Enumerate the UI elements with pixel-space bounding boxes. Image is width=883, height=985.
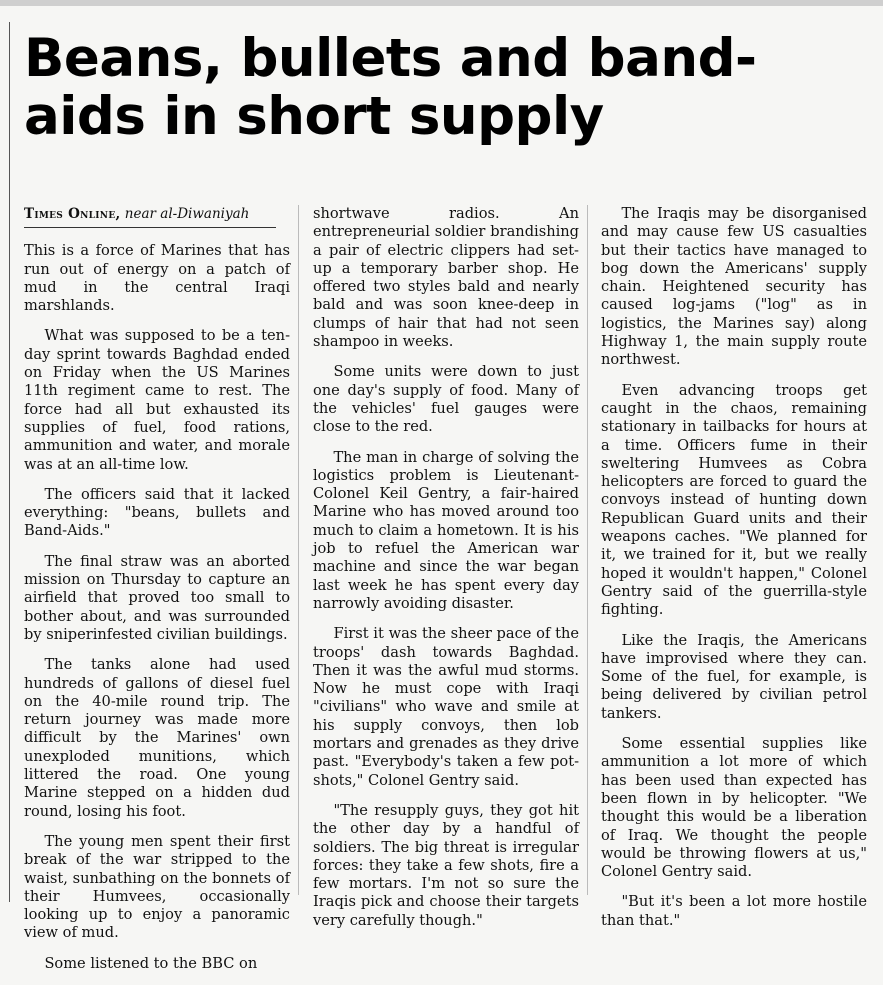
paragraph: Some listened to the BBC on xyxy=(44,954,258,972)
paragraph: The officers said that it lacked everything: "beans, bullets and Band-Aids." xyxy=(24,485,290,540)
paragraph: First it was the sheer pace of the troops' dash towards Baghdad. Then it was the awful mud storms. Now he must cope with Iraqi "civilians" who wave and smile at his supply convoys, then lob mortars and grenades as they drive past. "Everybody's taken a few pot-shots," Colonel Gentry said. xyxy=(313,625,579,789)
byline-location: near al-Diwaniyah xyxy=(124,206,250,222)
article-column-2 xyxy=(313,205,579,942)
paragraph: Some units were down to just one day's supply of food. Many of the vehicles' fuel gauges were close to the red. xyxy=(313,363,579,436)
paragraph: The tanks alone had used hundreds of gallons of diesel fuel on the 40-mile round trip. The return journey was made more difficult by the Marines' own unexploded munitions, which littered the road. One young Marine stepped on a hidden dud round, losing his foot. xyxy=(24,656,290,820)
paragraph: The young men spent their first break of the war stripped to the waist, sunbathing on the bonnets of their Humvees, occasionally looking up to enjoy a panoramic view of mud. xyxy=(24,832,290,942)
headline: Beans, bullets and band-aids in short supply xyxy=(24,28,757,147)
article-column-1 xyxy=(24,205,290,985)
paragraph: The Iraqis may be disorganised and may cause few US casualties but their tactics have managed to bog down the Americans' supply chain. Heightened security has caused log-jams ("log" as in logistics, the Marines say) along Highway 1, the main supply route northwest. xyxy=(601,205,867,369)
paragraph: Like the Iraqis, the Americans have improvised where they can. Some of the fuel, for example, is being delivered by civilian petrol tankers. xyxy=(601,631,867,722)
column-divider xyxy=(298,205,299,895)
byline xyxy=(24,205,276,228)
page-edge-line xyxy=(9,22,10,902)
paragraph: What was supposed to be a ten-day sprint towards Baghdad ended on Friday when the US Marines 11th regiment came to rest. The force had all but exhausted its supplies of fuel, food rations, ammunition and water, and morale was at an all-time low. xyxy=(24,327,290,473)
paragraph: "The resupply guys, they got hit the other day by a handful of soldiers. The big threat is irregular forces: they take a few shots, fire a few mortars. I'm not so sure the Iraqis pick and choose their targets very carefully though." xyxy=(313,801,579,929)
article-column-3 xyxy=(601,205,867,942)
paragraph: "But it's been a lot more hostile than that." xyxy=(601,893,867,929)
column-divider xyxy=(587,205,588,895)
paragraph: The man in charge of solving the logistics problem is Lieutenant-Colonel Keil Gentry, a fair-haired Marine who has moved around too much to claim a hometown. It is his job to refuel the American war machine and since the war began last week he has spent every day narrowly avoiding disaster. xyxy=(313,448,579,612)
paragraph: shortwave radios. An entrepreneurial soldier brandishing a pair of electric clippers had set-up a temporary barber shop. He offered two styles bald and nearly bald and was soon knee-deep in clumps of hair that had not seen shampoo in weeks. xyxy=(313,205,579,351)
top-border xyxy=(0,0,883,6)
paragraph: Some essential supplies like ammunition a lot more of which has been used than expected has been flown in by helicopter. "We thought this would be a liberation of Iraq. We thought the people would be throwing flowers at us," Colonel Gentry said. xyxy=(601,735,867,881)
byline-source: Times Online, xyxy=(24,206,121,222)
paragraph: This is a force of Marines that has run out of energy on a patch of mud in the central Iraqi marshlands. xyxy=(24,242,290,315)
paragraph: Even advancing troops get caught in the chaos, remaining stationary in tailbacks for hours at a time. Officers fume in their sweltering Humvees as Cobra helicopters are forced to guard the convoys instead of hunting down Republican Guard units and their weapons caches. "We planned for it, we trained for it, but we really hoped it wouldn't happen," Colonel Gentry said of the guerrilla-style fighting. xyxy=(601,381,867,619)
paragraph: The final straw was an aborted mission on Thursday to capture an airfield that proved too small to bother about, and was surrounded by sniperinfested civilian buildings. xyxy=(24,552,290,643)
